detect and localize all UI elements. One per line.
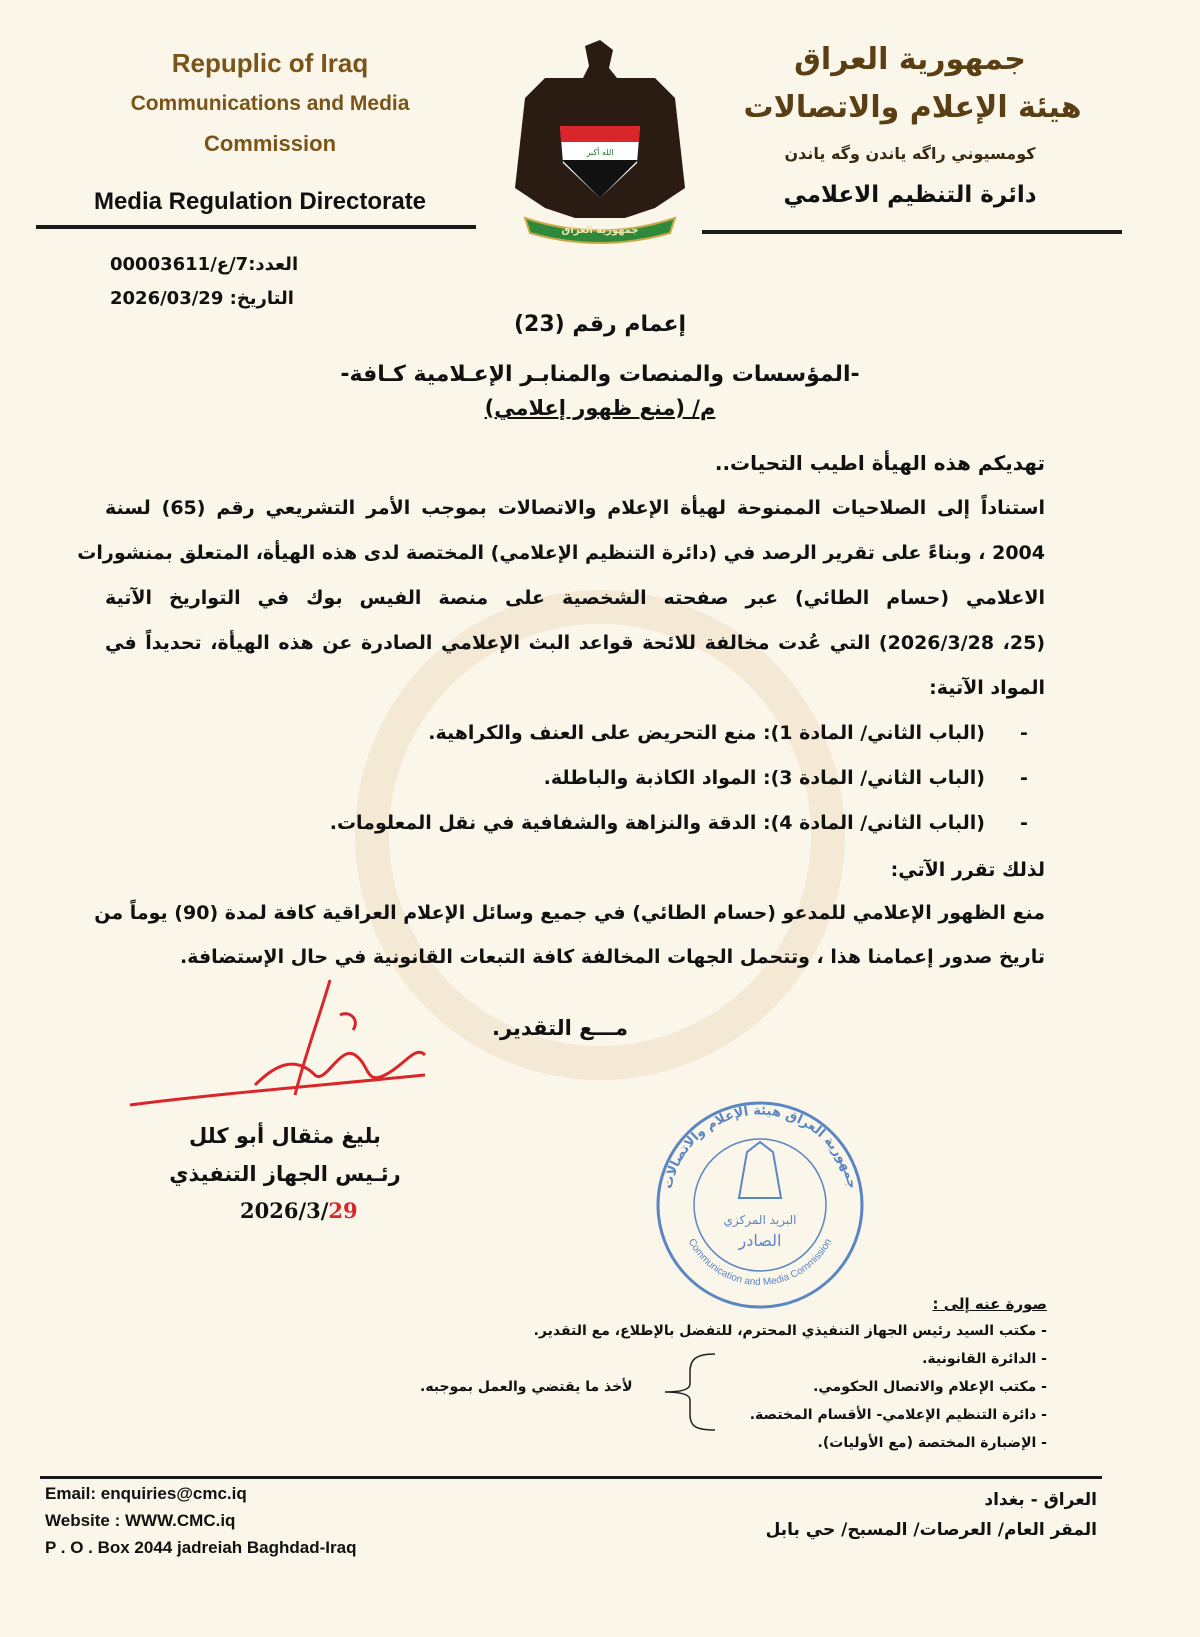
stamp-line1: البريد المركزي [723, 1213, 797, 1227]
cc-item: - الدائرة القانونية. [922, 1351, 1047, 1367]
circular-number: إعمام رقم (23) [513, 312, 687, 337]
decision-line: منع الظهور الإعلامي للمدعو (حسام الطائي) في جميع وسائل الإعلام العراقية كافة لمدة (90) يوماً من [94, 902, 1045, 924]
stamp-line2: الصادر [738, 1231, 782, 1250]
footer-website[interactable]: Website : WWW.CMC.iq [45, 1511, 236, 1530]
body-line: (25، 2026/3/28) التي عُدت مخالفة للائحة قواعد البث الإعلامي الصادرة عن هذه الهيأة، تحديداً في [105, 632, 1045, 654]
bullet-dash: - [1020, 767, 1028, 789]
date-printed: 2026/3/ [240, 1198, 329, 1223]
footer-email[interactable]: Email: enquiries@cmc.iq [45, 1484, 247, 1503]
footer-pobox: P . O . Box 2044 jadreiah Baghdad-Iraq [45, 1538, 357, 1557]
header-ar-commission: هيئة الإعلام والاتصالات [743, 90, 1082, 125]
number-label: العدد: [248, 254, 299, 275]
closing: مـــع التقدير. [491, 1016, 629, 1040]
stamp-english-ring: Communication and Media Commission [685, 1236, 835, 1289]
date-label: التاريخ: [229, 288, 294, 309]
article-item: (الباب الثاني/ المادة 3): المواد الكاذبة والباطلة. [543, 767, 985, 789]
emblem-banner-text: جمهورية العراق [561, 225, 639, 236]
decision-intro: لذلك تقرر الآتي: [890, 859, 1045, 881]
cc-item: - دائرة التنظيم الإعلامي- الأقسام المختصة. [749, 1407, 1047, 1423]
cc-item: - مكتب الإعلام والاتصال الحكومي. [813, 1379, 1047, 1395]
subject [300, 396, 900, 420]
reference-number [110, 254, 298, 275]
body-line: الاعلامي (حسام الطائي) عبر صفحته الشخصية على منصة الفيس بوك في التواريخ الآتية [105, 587, 1045, 609]
header-en-republic: Repuplic of Iraq [171, 48, 369, 78]
header-kurdish: كومسيوني راگه ياندن وگه ياندن [784, 144, 1036, 163]
bullet-dash: - [1020, 812, 1028, 834]
subject-text: م/ (منع ظهور إعلامي) [484, 396, 716, 420]
body-line: المواد الآتية: [929, 677, 1045, 699]
reference-date [110, 288, 294, 309]
header-right-rule [702, 230, 1122, 234]
body-line: 2004 ، وبناءً على تقرير الرصد في (دائرة التنظيم الإعلامي) المختصة لدى هذه الهيأة، المتعلق بمنشورات [77, 542, 1045, 564]
article-item: (الباب الثاني/ المادة 4): الدقة والنزاهة والشفافية في نقل المعلومات. [329, 812, 985, 834]
decision-line: تاريخ صدور إعمامنا هذا ، وتتحمل الجهات المخالفة كافة التبعات القانونية في حال الإستضافة. [179, 946, 1045, 968]
number-value: 7/ع/00003611 [110, 254, 249, 275]
greeting: تهديكم هذه الهيأة اطيب التحيات.. [714, 451, 1045, 475]
footer-city: العراق - بغداد [984, 1490, 1097, 1510]
date-handwritten: 29 [328, 1198, 358, 1223]
signatory-name: بليغ مثقال أبو كلل [189, 1124, 381, 1148]
handwritten-signature [125, 975, 435, 1115]
cc-item: - مكتب السيد رئيس الجهاز التنفيذي المحترم، للتفضل بالإطلاع، مع التقدير. [533, 1323, 1047, 1339]
header-ar-republic: جمهورية العراق [794, 42, 1026, 77]
stamp-arabic-ring: جمهورية العراق هيئة الإعلام والاتصالات [660, 1103, 860, 1191]
bullet-dash: - [1020, 722, 1028, 744]
svg-text:جمهورية العراق هيئة الإعلام وا [660, 1104, 859, 1191]
brace [660, 1352, 720, 1432]
official-stamp [655, 1100, 865, 1310]
footer-rule [40, 1476, 1102, 1479]
header-en-commission-line1: Communications and Media [130, 92, 410, 115]
body-line: استناداً إلى الصلاحيات الممنوحة لهيأة الإعلام والاتصالات بموجب الأمر التشريعي رقم (65) لسنة [105, 497, 1045, 519]
iraq-eagle-emblem [505, 38, 695, 248]
signatory-position: رئـيس الجهاز التنفيذي [169, 1162, 401, 1186]
date-value: 2026/03/29 [110, 288, 224, 309]
cc-heading: صورة عنه إلى : [932, 1295, 1047, 1313]
flag-text: الله أكبر [586, 148, 614, 157]
article-item: (الباب الثاني/ المادة 1): منع التحريض على العنف والكراهية. [428, 722, 985, 744]
header-en-commission-line2: Commission [203, 131, 337, 156]
cc-item: - الإضبارة المختصة (مع الأوليات). [817, 1435, 1047, 1451]
signatory-date [240, 1198, 358, 1223]
header-left-rule [36, 225, 476, 229]
header-en-directorate: Media Regulation Directorate [93, 188, 427, 215]
header-ar-directorate: دائرة التنظيم الاعلامي [783, 182, 1037, 208]
cc-group-note: لأخذ ما يقتضي والعمل بموجبه. [420, 1379, 633, 1395]
addressee: -المؤسسات والمنصات والمنابـر الإعـلامية كـافة- [340, 362, 860, 387]
footer-address: المقر العام/ العرصات/ المسبح/ حي بابل [765, 1520, 1097, 1540]
